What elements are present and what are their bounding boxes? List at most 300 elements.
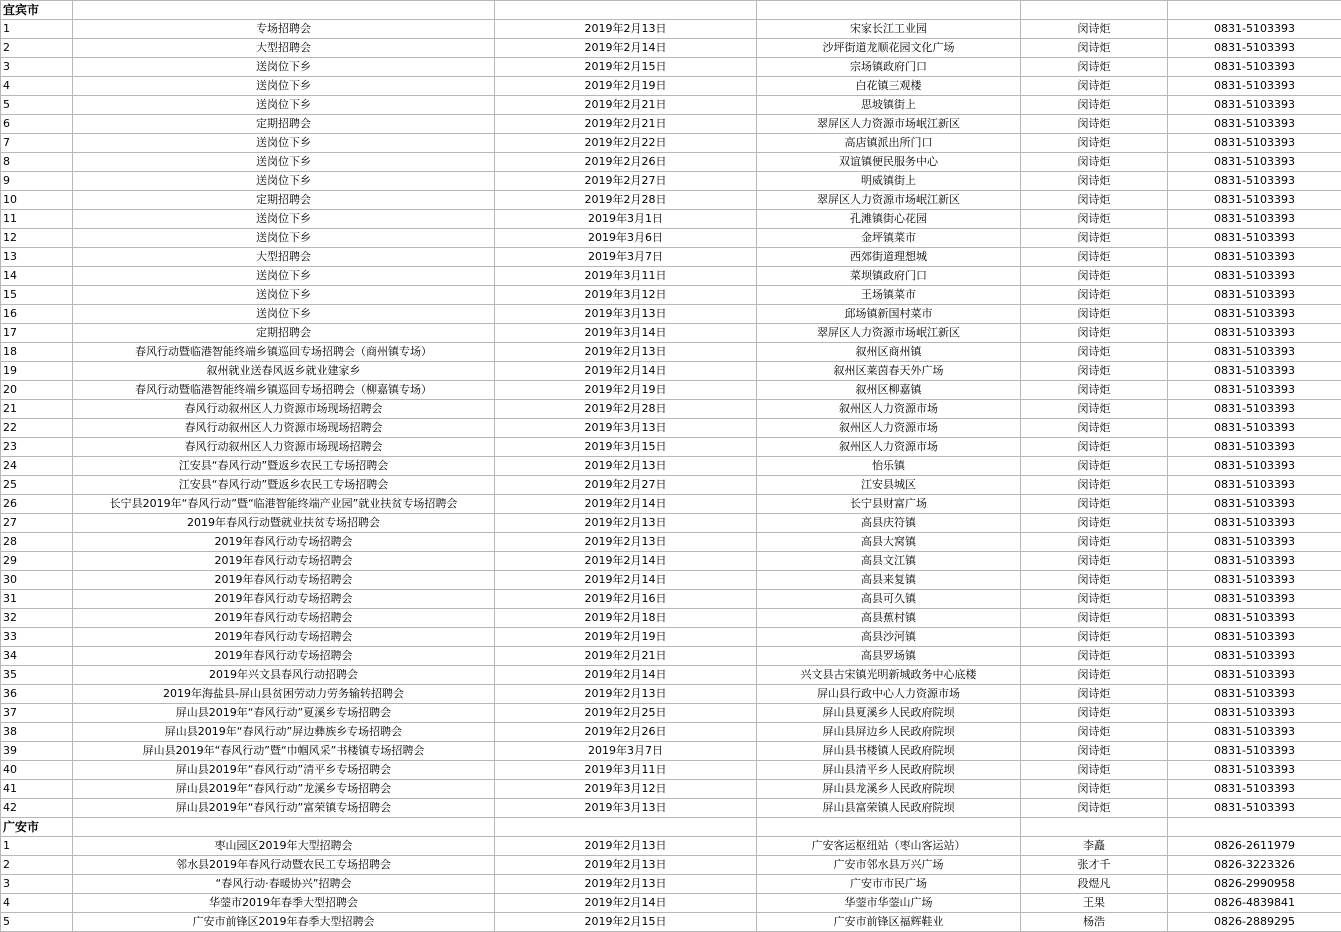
event-name-cell[interactable]: 2019年春风行动专场招聘会 bbox=[73, 647, 495, 666]
contact-person-cell[interactable]: 王果 bbox=[1021, 894, 1168, 913]
contact-person-cell[interactable]: 闵诗炬 bbox=[1021, 400, 1168, 419]
contact-phone-cell[interactable]: 0831-5103393 bbox=[1168, 324, 1341, 343]
empty-cell[interactable] bbox=[1168, 818, 1341, 837]
contact-person-cell[interactable]: 闵诗炬 bbox=[1021, 305, 1168, 324]
row-number-cell[interactable]: 2 bbox=[1, 39, 73, 58]
event-location-cell[interactable]: 怡乐镇 bbox=[757, 457, 1021, 476]
row-number-cell[interactable]: 25 bbox=[1, 476, 73, 495]
event-name-cell[interactable]: 送岗位下乡 bbox=[73, 96, 495, 115]
event-date-cell[interactable]: 2019年2月13日 bbox=[495, 343, 757, 362]
row-number-cell[interactable]: 10 bbox=[1, 191, 73, 210]
row-number-cell[interactable]: 4 bbox=[1, 894, 73, 913]
contact-person-cell[interactable]: 闵诗炬 bbox=[1021, 115, 1168, 134]
contact-person-cell[interactable]: 闵诗炬 bbox=[1021, 20, 1168, 39]
table-row bbox=[1, 913, 1341, 932]
event-location-cell[interactable]: 翠屏区人力资源市场岷江新区 bbox=[757, 115, 1021, 134]
contact-phone-cell[interactable]: 0831-5103393 bbox=[1168, 704, 1341, 723]
table-row bbox=[1, 799, 1341, 818]
contact-phone-cell[interactable]: 0831-5103393 bbox=[1168, 58, 1341, 77]
event-name-cell[interactable]: 叙州就业送春风返乡就业建家乡 bbox=[73, 362, 495, 381]
event-date-cell[interactable]: 2019年2月13日 bbox=[495, 20, 757, 39]
event-name-cell[interactable]: 2019年春风行动暨就业扶贫专场招聘会 bbox=[73, 514, 495, 533]
event-name-cell[interactable]: 2019年春风行动专场招聘会 bbox=[73, 552, 495, 571]
row-number-cell[interactable]: 27 bbox=[1, 514, 73, 533]
event-location-cell[interactable]: 高县大窝镇 bbox=[757, 533, 1021, 552]
event-date-cell[interactable]: 2019年2月13日 bbox=[495, 514, 757, 533]
event-name-cell[interactable]: 春风行动叙州区人力资源市场现场招聘会 bbox=[73, 438, 495, 457]
event-name-cell[interactable]: 2019年春风行动专场招聘会 bbox=[73, 533, 495, 552]
contact-phone-cell[interactable]: 0831-5103393 bbox=[1168, 20, 1341, 39]
event-location-cell[interactable]: 广安客运枢纽站（枣山客运站） bbox=[757, 837, 1021, 856]
event-name-cell[interactable]: 2019年春风行动专场招聘会 bbox=[73, 628, 495, 647]
event-location-cell[interactable]: 高县文江镇 bbox=[757, 552, 1021, 571]
row-number-cell[interactable]: 9 bbox=[1, 172, 73, 191]
event-date-cell[interactable]: 2019年2月13日 bbox=[495, 856, 757, 875]
contact-phone-cell[interactable]: 0831-5103393 bbox=[1168, 343, 1341, 362]
contact-person-cell[interactable]: 闵诗炬 bbox=[1021, 191, 1168, 210]
contact-phone-cell[interactable]: 0826-2889295 bbox=[1168, 913, 1341, 932]
event-date-cell[interactable]: 2019年3月12日 bbox=[495, 286, 757, 305]
event-name-cell[interactable]: 送岗位下乡 bbox=[73, 172, 495, 191]
event-name-cell[interactable]: 专场招聘会 bbox=[73, 20, 495, 39]
event-location-cell[interactable]: 高县可久镇 bbox=[757, 590, 1021, 609]
contact-phone-cell[interactable]: 0831-5103393 bbox=[1168, 533, 1341, 552]
event-name-cell[interactable]: 邻水县2019年春风行动暨农民工专场招聘会 bbox=[73, 856, 495, 875]
contact-person-cell[interactable]: 闵诗炬 bbox=[1021, 628, 1168, 647]
event-name-cell[interactable]: 广安市前锋区2019年春季大型招聘会 bbox=[73, 913, 495, 932]
event-location-cell[interactable]: 长宁县财富广场 bbox=[757, 495, 1021, 514]
table-row bbox=[1, 381, 1341, 400]
table-row bbox=[1, 704, 1341, 723]
contact-person-cell[interactable]: 闵诗炬 bbox=[1021, 419, 1168, 438]
event-date-cell[interactable]: 2019年2月25日 bbox=[495, 704, 757, 723]
event-name-cell[interactable]: 屏山县2019年“春风行动”屏边彝族乡专场招聘会 bbox=[73, 723, 495, 742]
event-location-cell[interactable]: 白花镇三观楼 bbox=[757, 77, 1021, 96]
event-location-cell[interactable]: 叙州区人力资源市场 bbox=[757, 400, 1021, 419]
event-date-cell[interactable]: 2019年2月21日 bbox=[495, 96, 757, 115]
contact-phone-cell[interactable]: 0826-3223326 bbox=[1168, 856, 1341, 875]
contact-phone-cell[interactable]: 0831-5103393 bbox=[1168, 666, 1341, 685]
event-date-cell[interactable]: 2019年3月11日 bbox=[495, 761, 757, 780]
row-number-cell[interactable]: 12 bbox=[1, 229, 73, 248]
event-name-cell[interactable]: 屏山县2019年“春风行动”夏溪乡专场招聘会 bbox=[73, 704, 495, 723]
event-location-cell[interactable]: 屏山县夏溪乡人民政府院坝 bbox=[757, 704, 1021, 723]
contact-phone-cell[interactable]: 0826-4839841 bbox=[1168, 894, 1341, 913]
event-date-cell[interactable]: 2019年2月14日 bbox=[495, 362, 757, 381]
contact-person-cell[interactable]: 闵诗炬 bbox=[1021, 552, 1168, 571]
event-date-cell[interactable]: 2019年2月26日 bbox=[495, 153, 757, 172]
event-location-cell[interactable]: 宋家长江工业园 bbox=[757, 20, 1021, 39]
event-name-cell[interactable]: 屏山县2019年“春风行动”清平乡专场招聘会 bbox=[73, 761, 495, 780]
event-name-cell[interactable]: 送岗位下乡 bbox=[73, 210, 495, 229]
row-number-cell[interactable]: 32 bbox=[1, 609, 73, 628]
contact-person-cell[interactable]: 杨浩 bbox=[1021, 913, 1168, 932]
contact-phone-cell[interactable]: 0831-5103393 bbox=[1168, 305, 1341, 324]
event-date-cell[interactable]: 2019年3月12日 bbox=[495, 780, 757, 799]
contact-phone-cell[interactable]: 0831-5103393 bbox=[1168, 761, 1341, 780]
event-name-cell[interactable]: 春风行动暨临港智能终端乡镇巡回专场招聘会（商州镇专场） bbox=[73, 343, 495, 362]
event-name-cell[interactable]: 2019年兴文县春风行动招聘会 bbox=[73, 666, 495, 685]
event-location-cell[interactable]: 高县沙河镇 bbox=[757, 628, 1021, 647]
contact-phone-cell[interactable]: 0831-5103393 bbox=[1168, 191, 1341, 210]
contact-person-cell[interactable]: 闵诗炬 bbox=[1021, 248, 1168, 267]
contact-person-cell[interactable]: 闵诗炬 bbox=[1021, 704, 1168, 723]
empty-cell[interactable] bbox=[757, 1, 1021, 20]
event-location-cell[interactable]: 华蓥市华蓥山广场 bbox=[757, 894, 1021, 913]
contact-person-cell[interactable]: 闵诗炬 bbox=[1021, 533, 1168, 552]
event-name-cell[interactable]: 大型招聘会 bbox=[73, 39, 495, 58]
event-location-cell[interactable]: 西郊街道理想城 bbox=[757, 248, 1021, 267]
event-date-cell[interactable]: 2019年3月13日 bbox=[495, 305, 757, 324]
event-location-cell[interactable]: 兴文县古宋镇光明新城政务中心底楼 bbox=[757, 666, 1021, 685]
event-location-cell[interactable]: 宗场镇政府门口 bbox=[757, 58, 1021, 77]
contact-person-cell[interactable]: 闵诗炬 bbox=[1021, 761, 1168, 780]
event-date-cell[interactable]: 2019年2月15日 bbox=[495, 913, 757, 932]
contact-person-cell[interactable]: 闵诗炬 bbox=[1021, 324, 1168, 343]
row-number-cell[interactable]: 28 bbox=[1, 533, 73, 552]
event-name-cell[interactable]: 屏山县2019年“春风行动”暨“巾帼风采”书楼镇专场招聘会 bbox=[73, 742, 495, 761]
event-date-cell[interactable]: 2019年3月7日 bbox=[495, 248, 757, 267]
contact-phone-cell[interactable]: 0831-5103393 bbox=[1168, 286, 1341, 305]
event-name-cell[interactable]: 送岗位下乡 bbox=[73, 305, 495, 324]
contact-phone-cell[interactable]: 0831-5103393 bbox=[1168, 495, 1341, 514]
event-name-cell[interactable]: 2019年春风行动专场招聘会 bbox=[73, 590, 495, 609]
row-number-cell[interactable]: 37 bbox=[1, 704, 73, 723]
contact-person-cell[interactable]: 闵诗炬 bbox=[1021, 799, 1168, 818]
event-date-cell[interactable]: 2019年2月19日 bbox=[495, 77, 757, 96]
event-location-cell[interactable]: 孔滩镇街心花园 bbox=[757, 210, 1021, 229]
contact-phone-cell[interactable]: 0826-2611979 bbox=[1168, 837, 1341, 856]
row-number-cell[interactable]: 29 bbox=[1, 552, 73, 571]
empty-cell[interactable] bbox=[73, 1, 495, 20]
contact-person-cell[interactable]: 闵诗炬 bbox=[1021, 229, 1168, 248]
event-name-cell[interactable]: 送岗位下乡 bbox=[73, 229, 495, 248]
event-date-cell[interactable]: 2019年3月15日 bbox=[495, 438, 757, 457]
contact-person-cell[interactable]: 闵诗炬 bbox=[1021, 362, 1168, 381]
event-name-cell[interactable]: “春风行动·春暖协兴”招聘会 bbox=[73, 875, 495, 894]
event-name-cell[interactable]: 江安县“春风行动”暨返乡农民工专场招聘会 bbox=[73, 457, 495, 476]
event-date-cell[interactable]: 2019年2月13日 bbox=[495, 685, 757, 704]
row-number-cell[interactable]: 38 bbox=[1, 723, 73, 742]
contact-phone-cell[interactable]: 0831-5103393 bbox=[1168, 609, 1341, 628]
event-name-cell[interactable]: 屏山县2019年“春风行动”富荣镇专场招聘会 bbox=[73, 799, 495, 818]
contact-phone-cell[interactable]: 0831-5103393 bbox=[1168, 77, 1341, 96]
event-location-cell[interactable]: 邱场镇新国村菜市 bbox=[757, 305, 1021, 324]
contact-phone-cell[interactable]: 0831-5103393 bbox=[1168, 799, 1341, 818]
event-name-cell[interactable]: 2019年春风行动专场招聘会 bbox=[73, 571, 495, 590]
row-number-cell[interactable]: 22 bbox=[1, 419, 73, 438]
event-location-cell[interactable]: 高县来复镇 bbox=[757, 571, 1021, 590]
event-date-cell[interactable]: 2019年2月16日 bbox=[495, 590, 757, 609]
event-location-cell[interactable]: 沙坪街道龙顺花园文化广场 bbox=[757, 39, 1021, 58]
event-date-cell[interactable]: 2019年2月14日 bbox=[495, 39, 757, 58]
row-number-cell[interactable]: 41 bbox=[1, 780, 73, 799]
event-location-cell[interactable]: 高县庆符镇 bbox=[757, 514, 1021, 533]
event-name-cell[interactable]: 长宁县2019年“春风行动”暨“临港智能终端产业园”就业扶贫专场招聘会 bbox=[73, 495, 495, 514]
event-location-cell[interactable]: 王场镇菜市 bbox=[757, 286, 1021, 305]
event-date-cell[interactable]: 2019年3月13日 bbox=[495, 419, 757, 438]
event-date-cell[interactable]: 2019年2月21日 bbox=[495, 115, 757, 134]
event-date-cell[interactable]: 2019年2月21日 bbox=[495, 647, 757, 666]
row-number-cell[interactable]: 2 bbox=[1, 856, 73, 875]
event-date-cell[interactable]: 2019年2月28日 bbox=[495, 400, 757, 419]
event-name-cell[interactable]: 2019年海盐县-屏山县贫困劳动力劳务输转招聘会 bbox=[73, 685, 495, 704]
event-date-cell[interactable]: 2019年2月13日 bbox=[495, 457, 757, 476]
event-location-cell[interactable]: 思坡镇街上 bbox=[757, 96, 1021, 115]
contact-person-cell[interactable]: 闵诗炬 bbox=[1021, 77, 1168, 96]
contact-person-cell[interactable]: 闵诗炬 bbox=[1021, 476, 1168, 495]
event-location-cell[interactable]: 高县罗场镇 bbox=[757, 647, 1021, 666]
event-date-cell[interactable]: 2019年2月18日 bbox=[495, 609, 757, 628]
contact-phone-cell[interactable]: 0831-5103393 bbox=[1168, 552, 1341, 571]
event-name-cell[interactable]: 送岗位下乡 bbox=[73, 58, 495, 77]
row-number-cell[interactable]: 18 bbox=[1, 343, 73, 362]
contact-phone-cell[interactable]: 0831-5103393 bbox=[1168, 210, 1341, 229]
contact-phone-cell[interactable]: 0831-5103393 bbox=[1168, 571, 1341, 590]
contact-phone-cell[interactable]: 0831-5103393 bbox=[1168, 514, 1341, 533]
contact-person-cell[interactable]: 闵诗炬 bbox=[1021, 96, 1168, 115]
event-date-cell[interactable]: 2019年3月1日 bbox=[495, 210, 757, 229]
row-number-cell[interactable]: 33 bbox=[1, 628, 73, 647]
event-name-cell[interactable]: 春风行动暨临港智能终端乡镇巡回专场招聘会（柳嘉镇专场） bbox=[73, 381, 495, 400]
event-name-cell[interactable]: 送岗位下乡 bbox=[73, 286, 495, 305]
contact-person-cell[interactable]: 闵诗炬 bbox=[1021, 780, 1168, 799]
contact-person-cell[interactable]: 闵诗炬 bbox=[1021, 153, 1168, 172]
row-number-cell[interactable]: 8 bbox=[1, 153, 73, 172]
row-number-cell[interactable]: 1 bbox=[1, 837, 73, 856]
event-name-cell[interactable]: 华蓥市2019年春季大型招聘会 bbox=[73, 894, 495, 913]
event-name-cell[interactable]: 江安县“春风行动”暨返乡农民工专场招聘会 bbox=[73, 476, 495, 495]
contact-person-cell[interactable]: 闵诗炬 bbox=[1021, 495, 1168, 514]
contact-person-cell[interactable]: 闵诗炬 bbox=[1021, 647, 1168, 666]
empty-cell[interactable] bbox=[757, 818, 1021, 837]
row-number-cell[interactable]: 17 bbox=[1, 324, 73, 343]
empty-cell[interactable] bbox=[1168, 1, 1341, 20]
event-location-cell[interactable]: 叙州区柳嘉镇 bbox=[757, 381, 1021, 400]
contact-person-cell[interactable]: 闵诗炬 bbox=[1021, 134, 1168, 153]
section-city-cell[interactable]: 宜宾市 bbox=[1, 1, 73, 20]
row-number-cell[interactable]: 3 bbox=[1, 875, 73, 894]
event-location-cell[interactable]: 江安县城区 bbox=[757, 476, 1021, 495]
contact-person-cell[interactable]: 闵诗炬 bbox=[1021, 685, 1168, 704]
event-location-cell[interactable]: 屏山县龙溪乡人民政府院坝 bbox=[757, 780, 1021, 799]
event-date-cell[interactable]: 2019年2月19日 bbox=[495, 628, 757, 647]
event-date-cell[interactable]: 2019年3月11日 bbox=[495, 267, 757, 286]
event-date-cell[interactable]: 2019年3月7日 bbox=[495, 742, 757, 761]
event-date-cell[interactable]: 2019年2月14日 bbox=[495, 666, 757, 685]
event-location-cell[interactable]: 双谊镇便民服务中心 bbox=[757, 153, 1021, 172]
row-number-cell[interactable]: 5 bbox=[1, 913, 73, 932]
event-date-cell[interactable]: 2019年3月6日 bbox=[495, 229, 757, 248]
contact-phone-cell[interactable]: 0831-5103393 bbox=[1168, 248, 1341, 267]
event-location-cell[interactable]: 翠屏区人力资源市场岷江新区 bbox=[757, 191, 1021, 210]
contact-person-cell[interactable]: 闵诗炬 bbox=[1021, 438, 1168, 457]
contact-person-cell[interactable]: 闵诗炬 bbox=[1021, 609, 1168, 628]
event-date-cell[interactable]: 2019年2月19日 bbox=[495, 381, 757, 400]
event-name-cell[interactable]: 定期招聘会 bbox=[73, 324, 495, 343]
event-date-cell[interactable]: 2019年2月28日 bbox=[495, 191, 757, 210]
contact-phone-cell[interactable]: 0831-5103393 bbox=[1168, 723, 1341, 742]
event-location-cell[interactable]: 广安市市民广场 bbox=[757, 875, 1021, 894]
row-number-cell[interactable]: 6 bbox=[1, 115, 73, 134]
contact-phone-cell[interactable]: 0831-5103393 bbox=[1168, 476, 1341, 495]
section-city-cell[interactable]: 广安市 bbox=[1, 818, 73, 837]
contact-phone-cell[interactable]: 0831-5103393 bbox=[1168, 115, 1341, 134]
row-number-cell[interactable]: 26 bbox=[1, 495, 73, 514]
row-number-cell[interactable]: 30 bbox=[1, 571, 73, 590]
event-location-cell[interactable]: 广安市前锋区福辉鞋业 bbox=[757, 913, 1021, 932]
contact-person-cell[interactable]: 闵诗炬 bbox=[1021, 286, 1168, 305]
event-name-cell[interactable]: 送岗位下乡 bbox=[73, 267, 495, 286]
event-date-cell[interactable]: 2019年2月14日 bbox=[495, 552, 757, 571]
contact-person-cell[interactable]: 闵诗炬 bbox=[1021, 267, 1168, 286]
row-number-cell[interactable]: 40 bbox=[1, 761, 73, 780]
event-date-cell[interactable]: 2019年2月14日 bbox=[495, 571, 757, 590]
event-name-cell[interactable]: 春风行动叙州区人力资源市场现场招聘会 bbox=[73, 400, 495, 419]
event-location-cell[interactable]: 广安市邻水县万兴广场 bbox=[757, 856, 1021, 875]
contact-phone-cell[interactable]: 0831-5103393 bbox=[1168, 39, 1341, 58]
contact-phone-cell[interactable]: 0831-5103393 bbox=[1168, 172, 1341, 191]
contact-phone-cell[interactable]: 0831-5103393 bbox=[1168, 457, 1341, 476]
contact-phone-cell[interactable]: 0831-5103393 bbox=[1168, 780, 1341, 799]
contact-phone-cell[interactable]: 0831-5103393 bbox=[1168, 362, 1341, 381]
contact-person-cell[interactable]: 闵诗炬 bbox=[1021, 381, 1168, 400]
contact-phone-cell[interactable]: 0831-5103393 bbox=[1168, 685, 1341, 704]
event-name-cell[interactable]: 屏山县2019年“春风行动”龙溪乡专场招聘会 bbox=[73, 780, 495, 799]
event-name-cell[interactable]: 枣山园区2019年大型招聘会 bbox=[73, 837, 495, 856]
event-name-cell[interactable]: 送岗位下乡 bbox=[73, 134, 495, 153]
contact-person-cell[interactable]: 闵诗炬 bbox=[1021, 514, 1168, 533]
event-location-cell[interactable]: 高店镇派出所门口 bbox=[757, 134, 1021, 153]
row-number-cell[interactable]: 36 bbox=[1, 685, 73, 704]
event-name-cell[interactable]: 送岗位下乡 bbox=[73, 153, 495, 172]
event-name-cell[interactable]: 2019年春风行动专场招聘会 bbox=[73, 609, 495, 628]
contact-person-cell[interactable]: 闵诗炬 bbox=[1021, 457, 1168, 476]
row-number-cell[interactable]: 7 bbox=[1, 134, 73, 153]
contact-phone-cell[interactable]: 0831-5103393 bbox=[1168, 96, 1341, 115]
contact-phone-cell[interactable]: 0831-5103393 bbox=[1168, 267, 1341, 286]
event-date-cell[interactable]: 2019年3月14日 bbox=[495, 324, 757, 343]
event-location-cell[interactable]: 菜坝镇政府门口 bbox=[757, 267, 1021, 286]
row-number-cell[interactable]: 34 bbox=[1, 647, 73, 666]
row-number-cell[interactable]: 20 bbox=[1, 381, 73, 400]
event-location-cell[interactable]: 屏山县富荣镇人民政府院坝 bbox=[757, 799, 1021, 818]
row-number-cell[interactable]: 13 bbox=[1, 248, 73, 267]
contact-person-cell[interactable]: 闵诗炬 bbox=[1021, 343, 1168, 362]
contact-person-cell[interactable]: 闵诗炬 bbox=[1021, 58, 1168, 77]
row-number-cell[interactable]: 31 bbox=[1, 590, 73, 609]
contact-phone-cell[interactable]: 0831-5103393 bbox=[1168, 153, 1341, 172]
event-location-cell[interactable]: 叙州区商州镇 bbox=[757, 343, 1021, 362]
event-date-cell[interactable]: 2019年2月14日 bbox=[495, 894, 757, 913]
empty-cell[interactable] bbox=[495, 1, 757, 20]
event-name-cell[interactable]: 定期招聘会 bbox=[73, 191, 495, 210]
event-location-cell[interactable]: 叙州区人力资源市场 bbox=[757, 419, 1021, 438]
contact-person-cell[interactable]: 李矗 bbox=[1021, 837, 1168, 856]
event-date-cell[interactable]: 2019年2月13日 bbox=[495, 533, 757, 552]
contact-person-cell[interactable]: 闵诗炬 bbox=[1021, 666, 1168, 685]
contact-phone-cell[interactable]: 0831-5103393 bbox=[1168, 419, 1341, 438]
contact-phone-cell[interactable]: 0831-5103393 bbox=[1168, 438, 1341, 457]
contact-phone-cell[interactable]: 0831-5103393 bbox=[1168, 229, 1341, 248]
event-date-cell[interactable]: 2019年2月13日 bbox=[495, 837, 757, 856]
contact-phone-cell[interactable]: 0831-5103393 bbox=[1168, 647, 1341, 666]
contact-person-cell[interactable]: 闵诗炬 bbox=[1021, 39, 1168, 58]
event-location-cell[interactable]: 金坪镇菜市 bbox=[757, 229, 1021, 248]
contact-person-cell[interactable]: 段煜凡 bbox=[1021, 875, 1168, 894]
contact-person-cell[interactable]: 闵诗炬 bbox=[1021, 172, 1168, 191]
row-number-cell[interactable]: 42 bbox=[1, 799, 73, 818]
row-number-cell[interactable]: 15 bbox=[1, 286, 73, 305]
event-date-cell[interactable]: 2019年3月13日 bbox=[495, 799, 757, 818]
row-number-cell[interactable]: 11 bbox=[1, 210, 73, 229]
row-number-cell[interactable]: 14 bbox=[1, 267, 73, 286]
event-location-cell[interactable]: 叙州区莱茵春天外广场 bbox=[757, 362, 1021, 381]
event-date-cell[interactable]: 2019年2月15日 bbox=[495, 58, 757, 77]
contact-phone-cell[interactable]: 0831-5103393 bbox=[1168, 590, 1341, 609]
row-number-cell[interactable]: 21 bbox=[1, 400, 73, 419]
empty-cell[interactable] bbox=[495, 818, 757, 837]
contact-person-cell[interactable]: 闵诗炬 bbox=[1021, 590, 1168, 609]
row-number-cell[interactable]: 39 bbox=[1, 742, 73, 761]
event-date-cell[interactable]: 2019年2月27日 bbox=[495, 476, 757, 495]
event-location-cell[interactable]: 明威镇街上 bbox=[757, 172, 1021, 191]
row-number-cell[interactable]: 5 bbox=[1, 96, 73, 115]
empty-cell[interactable] bbox=[1021, 1, 1168, 20]
row-number-cell[interactable]: 35 bbox=[1, 666, 73, 685]
event-date-cell[interactable]: 2019年2月26日 bbox=[495, 723, 757, 742]
contact-person-cell[interactable]: 闵诗炬 bbox=[1021, 742, 1168, 761]
row-number-cell[interactable]: 19 bbox=[1, 362, 73, 381]
contact-person-cell[interactable]: 闵诗炬 bbox=[1021, 210, 1168, 229]
event-date-cell[interactable]: 2019年2月14日 bbox=[495, 495, 757, 514]
event-name-cell[interactable]: 定期招聘会 bbox=[73, 115, 495, 134]
empty-cell[interactable] bbox=[73, 818, 495, 837]
contact-phone-cell[interactable]: 0831-5103393 bbox=[1168, 381, 1341, 400]
row-number-cell[interactable]: 3 bbox=[1, 58, 73, 77]
event-date-cell[interactable]: 2019年2月27日 bbox=[495, 172, 757, 191]
contact-phone-cell[interactable]: 0831-5103393 bbox=[1168, 742, 1341, 761]
row-number-cell[interactable]: 24 bbox=[1, 457, 73, 476]
event-date-cell[interactable]: 2019年2月22日 bbox=[495, 134, 757, 153]
contact-phone-cell[interactable]: 0831-5103393 bbox=[1168, 628, 1341, 647]
event-location-cell[interactable]: 屏山县清平乡人民政府院坝 bbox=[757, 761, 1021, 780]
event-location-cell[interactable]: 屏山县屏边乡人民政府院坝 bbox=[757, 723, 1021, 742]
table-row bbox=[1, 438, 1341, 457]
event-name-cell[interactable]: 送岗位下乡 bbox=[73, 77, 495, 96]
table-row bbox=[1, 552, 1341, 571]
event-location-cell[interactable]: 高县蕉村镇 bbox=[757, 609, 1021, 628]
event-date-cell[interactable]: 2019年2月13日 bbox=[495, 875, 757, 894]
event-location-cell[interactable]: 屏山县书楼镇人民政府院坝 bbox=[757, 742, 1021, 761]
row-number-cell[interactable]: 4 bbox=[1, 77, 73, 96]
event-location-cell[interactable]: 翠屏区人力资源市场岷江新区 bbox=[757, 324, 1021, 343]
row-number-cell[interactable]: 23 bbox=[1, 438, 73, 457]
contact-phone-cell[interactable]: 0826-2990958 bbox=[1168, 875, 1341, 894]
event-location-cell[interactable]: 屏山县行政中心人力资源市场 bbox=[757, 685, 1021, 704]
contact-person-cell[interactable]: 张才千 bbox=[1021, 856, 1168, 875]
contact-person-cell[interactable]: 闵诗炬 bbox=[1021, 571, 1168, 590]
row-number-cell[interactable]: 1 bbox=[1, 20, 73, 39]
contact-phone-cell[interactable]: 0831-5103393 bbox=[1168, 134, 1341, 153]
contact-phone-cell[interactable]: 0831-5103393 bbox=[1168, 400, 1341, 419]
event-name-cell[interactable]: 大型招聘会 bbox=[73, 248, 495, 267]
event-name-cell[interactable]: 春风行动叙州区人力资源市场现场招聘会 bbox=[73, 419, 495, 438]
contact-person-cell[interactable]: 闵诗炬 bbox=[1021, 723, 1168, 742]
empty-cell[interactable] bbox=[1021, 818, 1168, 837]
row-number-cell[interactable]: 16 bbox=[1, 305, 73, 324]
event-location-cell[interactable]: 叙州区人力资源市场 bbox=[757, 438, 1021, 457]
